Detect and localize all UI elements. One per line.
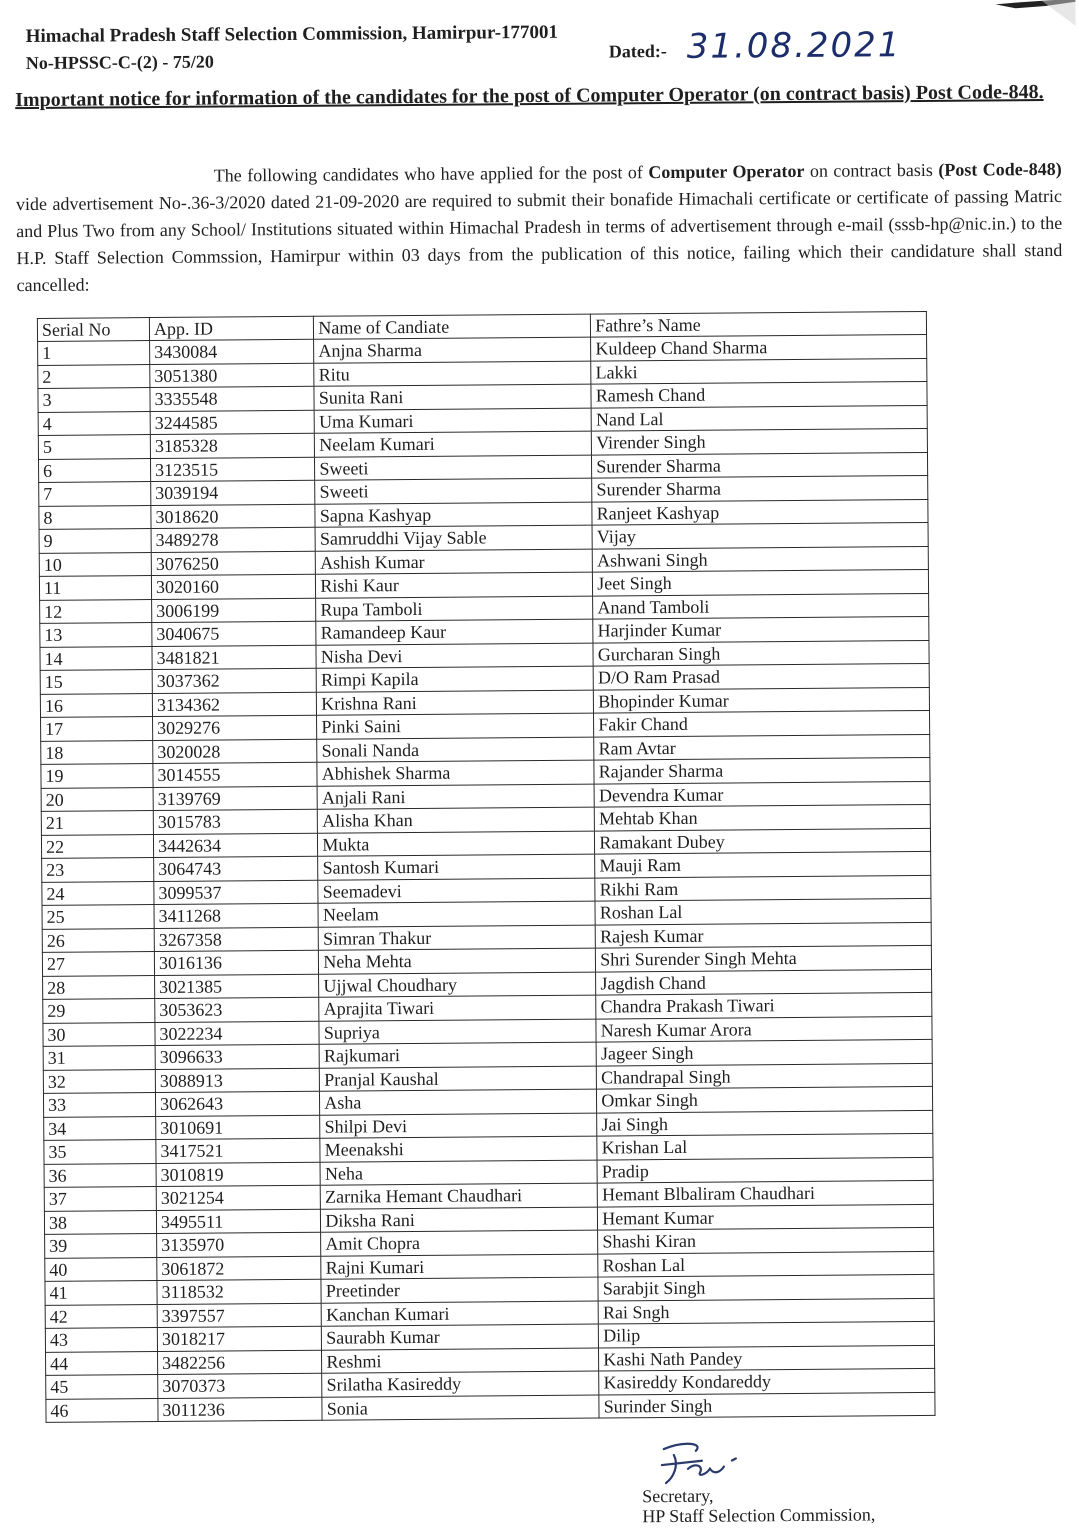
candidate-name-cell: Rajkumari [319,1042,596,1068]
header-serial-no: Serial No [37,318,149,342]
dated-label: Dated:- [608,40,667,62]
father-name-cell: Kashi Nath Pandey [599,1345,935,1371]
serial-no-cell: 3 [38,388,150,412]
app-id-cell: 3011236 [158,1397,323,1422]
serial-no-cell: 30 [43,1022,155,1046]
app-id-cell: 3244585 [150,410,315,435]
father-name-cell: Vijay [592,522,928,548]
father-name-cell: Ram Avtar [594,734,930,760]
app-id-cell: 3039194 [151,480,316,505]
para-text-1: The following candidates who have applied for the post of [213,162,649,186]
serial-no-cell: 23 [42,858,154,882]
app-id-cell: 3481821 [152,645,317,670]
reference-number: No-HPSSC-C-(2) - 75/20 [25,51,214,74]
signatory-title: Secretary, [642,1485,714,1507]
candidate-name-cell: Amit Chopra [321,1230,598,1256]
serial-no-cell: 18 [41,740,153,764]
app-id-cell: 3185328 [150,433,315,458]
candidate-name-cell: Samruddhi Vijay Sable [315,525,592,551]
father-name-cell: Hemant Blbaliram Chaudhari [597,1180,933,1206]
father-name-cell: Fakir Chand [594,710,930,736]
app-id-cell: 3053623 [155,997,320,1022]
app-id-cell: 3021385 [155,974,320,999]
serial-no-cell: 42 [45,1304,157,1328]
candidate-name-cell: Sonia [322,1395,599,1421]
app-id-cell: 3018620 [151,504,316,529]
app-id-cell: 3015783 [153,809,318,834]
para-text-2: on contract basis [804,159,939,181]
candidate-name-cell: Shilpi Devi [320,1113,597,1139]
father-name-cell: Ranjeet Kashyap [592,499,928,525]
serial-no-cell: 34 [44,1116,156,1140]
candidate-name-cell: Pinki Saini [317,713,594,739]
app-id-cell: 3062643 [155,1091,320,1116]
notice-title: Important notice for information of the candidates for the post of Computer Operator (on contract basis) Post Code-848. [15,81,1044,112]
father-name-cell: Virender Singh [592,428,928,454]
candidate-name-cell: Rajni Kumari [321,1254,598,1280]
candidate-name-cell: Rimpi Kapila [316,666,593,692]
app-id-cell: 3021254 [156,1185,321,1210]
father-name-cell: Roshan Lal [595,898,931,924]
candidate-name-cell: Seemadevi [318,878,595,904]
serial-no-cell: 20 [41,787,153,811]
secretary-signature [644,1438,754,1489]
app-id-cell: 3014555 [153,762,318,787]
candidate-name-cell: Sweeti [315,478,592,504]
candidate-name-cell: Supriya [319,1019,596,1045]
app-id-cell: 3018217 [157,1326,322,1351]
para-bold-post: Computer Operator [648,160,805,183]
para-bold-code: (Post Code-848) [938,158,1062,180]
app-id-cell: 3123515 [150,457,315,482]
father-name-cell: Ramakant Dubey [595,828,931,854]
handwritten-date: 31.08.2021 [686,25,902,67]
father-name-cell: Surender Sharma [592,452,928,478]
app-id-cell: 3335548 [150,386,315,411]
serial-no-cell: 27 [42,952,154,976]
app-id-cell: 3417521 [156,1138,321,1163]
app-id-cell: 3020028 [153,739,318,764]
serial-no-cell: 39 [45,1234,157,1258]
father-name-cell: Mauji Ram [595,851,931,877]
candidate-name-cell: Diksha Rani [321,1207,598,1233]
candidate-name-cell: Neelam [318,901,595,927]
app-id-cell: 3040675 [152,621,317,646]
app-id-cell: 3267358 [154,927,319,952]
candidate-name-cell: Reshmi [322,1348,599,1374]
app-id-cell: 3010691 [156,1115,321,1140]
app-id-cell: 3076250 [151,551,316,576]
serial-no-cell: 10 [39,552,151,576]
para-text-3: vide advertisement No-.36-3/2020 dated 21-09-2020 are required to submit their bonafide Himachali certificate or certificate of passing Matric and Plus Two from any School/ Institutions situated within Himachal Pradesh in terms of advertisement through e-mail (sssb-hp@nic.in.) to the H.P. Staff Selection Commssion, Hamirpur within 03 days from the publication of this notice, failing which their candidature shall stand cancelled: [15,185,1063,296]
serial-no-cell: 29 [43,999,155,1023]
serial-no-cell: 24 [42,881,154,905]
serial-no-cell: 9 [39,529,151,553]
father-name-cell: Bhopinder Kumar [594,687,930,713]
candidate-name-cell: Ashish Kumar [316,549,593,575]
serial-no-cell: 2 [38,364,150,388]
father-name-cell: Jagdish Chand [596,969,932,995]
father-name-cell: Roshan Lal [598,1251,934,1277]
father-name-cell: Lakki [591,358,927,384]
serial-no-cell: 38 [44,1210,156,1234]
header-father-name: Fathre’s Name [591,311,927,337]
header-app-id: App. ID [149,316,314,340]
father-name-cell: Gurcharan Singh [593,640,929,666]
serial-no-cell: 46 [46,1398,158,1422]
candidate-name-cell: Neelam Kumari [315,431,592,457]
app-id-cell: 3010819 [156,1162,321,1187]
father-name-cell: Kasireddy Kondareddy [599,1368,935,1394]
father-name-cell: Rajesh Kumar [595,922,931,948]
serial-no-cell: 33 [43,1093,155,1117]
candidate-name-cell: Preetinder [321,1277,598,1303]
father-name-cell: Hemant Kumar [598,1204,934,1230]
father-name-cell: Rajander Sharma [594,757,930,783]
serial-no-cell: 6 [38,458,150,482]
app-id-cell: 3016136 [154,950,319,975]
father-name-cell: Dilip [599,1321,935,1347]
father-name-cell: Naresh Kumar Arora [596,1016,932,1042]
app-id-cell: 3022234 [155,1021,320,1046]
father-name-cell: Ramesh Chand [591,381,927,407]
serial-no-cell: 31 [43,1046,155,1070]
app-id-cell: 3482256 [157,1350,322,1375]
candidate-name-cell: Krishna Rani [317,690,594,716]
app-id-cell: 3088913 [155,1068,320,1093]
father-name-cell: Jageer Singh [596,1039,932,1065]
serial-no-cell: 7 [39,482,151,506]
serial-no-cell: 11 [39,576,151,600]
app-id-cell: 3051380 [150,363,315,388]
serial-no-cell: 37 [44,1187,156,1211]
father-name-cell: Surinder Singh [599,1392,935,1418]
candidate-name-cell: Kanchan Kumari [321,1301,598,1327]
serial-no-cell: 44 [46,1351,158,1375]
candidate-name-cell: Anjna Sharma [314,337,591,363]
candidate-name-cell: Saurabh Kumar [322,1324,599,1350]
app-id-cell: 3037362 [152,668,317,693]
father-name-cell: Kuldeep Chand Sharma [591,334,927,360]
serial-no-cell: 22 [41,834,153,858]
serial-no-cell: 15 [40,670,152,694]
notice-paragraph [16,156,1063,299]
candidate-name-cell: Santosh Kumari [318,854,595,880]
father-name-cell: Surender Sharma [592,475,928,501]
app-id-cell: 3029276 [153,715,318,740]
signatory-office: HP Staff Selection Commission, [642,1504,876,1527]
serial-no-cell: 26 [42,928,154,952]
serial-no-cell: 12 [40,599,152,623]
candidate-name-cell: Meenakshi [320,1136,597,1162]
father-name-cell: Chandra Prakash Tiwari [596,992,932,1018]
father-name-cell: Chandrapal Singh [597,1063,933,1089]
app-id-cell: 3118532 [157,1279,322,1304]
father-name-cell: Nand Lal [591,405,927,431]
candidate-name-cell: Sweeti [315,455,592,481]
serial-no-cell: 5 [38,435,150,459]
serial-no-cell: 41 [45,1281,157,1305]
serial-no-cell: 43 [45,1328,157,1352]
father-name-cell: Shri Surender Singh Mehta [596,945,932,971]
candidate-name-cell: Neha Mehta [319,948,596,974]
candidate-name-cell: Ritu [314,361,591,387]
serial-no-cell: 21 [41,811,153,835]
office-name: Himachal Pradesh Staff Selection Commission, Hamirpur-177001 [25,21,559,48]
serial-no-cell: 25 [42,905,154,929]
candidate-name-cell: Rupa Tamboli [316,596,593,622]
candidate-name-cell: Srilatha Kasireddy [322,1371,599,1397]
serial-no-cell: 4 [38,411,150,435]
serial-no-cell: 40 [45,1257,157,1281]
serial-no-cell: 14 [40,646,152,670]
candidate-name-cell: Sonali Nanda [317,737,594,763]
candidate-name-cell: Anjali Rani [317,784,594,810]
candidate-name-cell: Asha [320,1089,597,1115]
candidate-name-cell: Uma Kumari [314,408,591,434]
app-id-cell: 3006199 [152,598,317,623]
serial-no-cell: 8 [39,505,151,529]
father-name-cell: Sarabjit Singh [598,1274,934,1300]
father-name-cell: Devendra Kumar [594,781,930,807]
father-name-cell: D/O Ram Prasad [593,663,929,689]
father-name-cell: Krishan Lal [597,1133,933,1159]
serial-no-cell: 35 [44,1140,156,1164]
app-id-cell: 3099537 [154,880,319,905]
serial-no-cell: 28 [43,975,155,999]
father-name-cell: Harjinder Kumar [593,616,929,642]
candidate-name-cell: Zarnika Hemant Chaudhari [321,1183,598,1209]
candidate-name-cell: Aprajita Tiwari [319,995,596,1021]
candidate-name-cell: Nisha Devi [316,643,593,669]
father-name-cell: Anand Tamboli [593,593,929,619]
candidate-name-cell: Sunita Rani [314,384,591,410]
app-id-cell: 3096633 [155,1044,320,1069]
app-id-cell: 3061872 [157,1256,322,1281]
father-name-cell: Pradip [597,1157,933,1183]
app-id-cell: 3442634 [153,833,318,858]
candidate-name-cell: Mukta [318,831,595,857]
candidate-name-cell: Pranjal Kaushal [320,1066,597,1092]
father-name-cell: Jai Singh [597,1110,933,1136]
app-id-cell: 3139769 [153,786,318,811]
candidate-name-cell: Abhishek Sharma [317,760,594,786]
candidate-name-cell: Alisha Khan [318,807,595,833]
father-name-cell: Shashi Kiran [598,1227,934,1253]
serial-no-cell: 45 [46,1375,158,1399]
serial-no-cell: 1 [38,341,150,365]
header-candidate-name: Name of Candiate [314,314,591,339]
serial-no-cell: 36 [44,1163,156,1187]
app-id-cell: 3135970 [157,1232,322,1257]
father-name-cell: Rai Sngh [598,1298,934,1324]
father-name-cell: Rikhi Ram [595,875,931,901]
candidate-name-cell: Simran Thakur [318,925,595,951]
candidate-name-cell: Rishi Kaur [316,572,593,598]
app-id-cell: 3411268 [154,903,319,928]
serial-no-cell: 16 [40,693,152,717]
candidate-name-cell: Ramandeep Kaur [316,619,593,645]
app-id-cell: 3064743 [154,856,319,881]
father-name-cell: Jeet Singh [593,569,929,595]
candidate-table [37,311,936,1423]
app-id-cell: 3489278 [151,527,316,552]
app-id-cell: 3430084 [150,339,315,364]
app-id-cell: 3495511 [156,1209,321,1234]
app-id-cell: 3070373 [158,1373,323,1398]
father-name-cell: Mehtab Khan [595,804,931,830]
app-id-cell: 3397557 [157,1303,322,1328]
candidate-name-cell: Ujjwal Choudhary [319,972,596,998]
candidate-name-cell: Sapna Kashyap [315,502,592,528]
serial-no-cell: 32 [43,1069,155,1093]
father-name-cell: Omkar Singh [597,1086,933,1112]
app-id-cell: 3134362 [152,692,317,717]
serial-no-cell: 13 [40,623,152,647]
father-name-cell: Ashwani Singh [592,546,928,572]
serial-no-cell: 19 [41,764,153,788]
app-id-cell: 3020160 [151,574,316,599]
candidate-name-cell: Neha [320,1160,597,1186]
serial-no-cell: 17 [41,717,153,741]
scan-corner-mark [925,0,1075,37]
